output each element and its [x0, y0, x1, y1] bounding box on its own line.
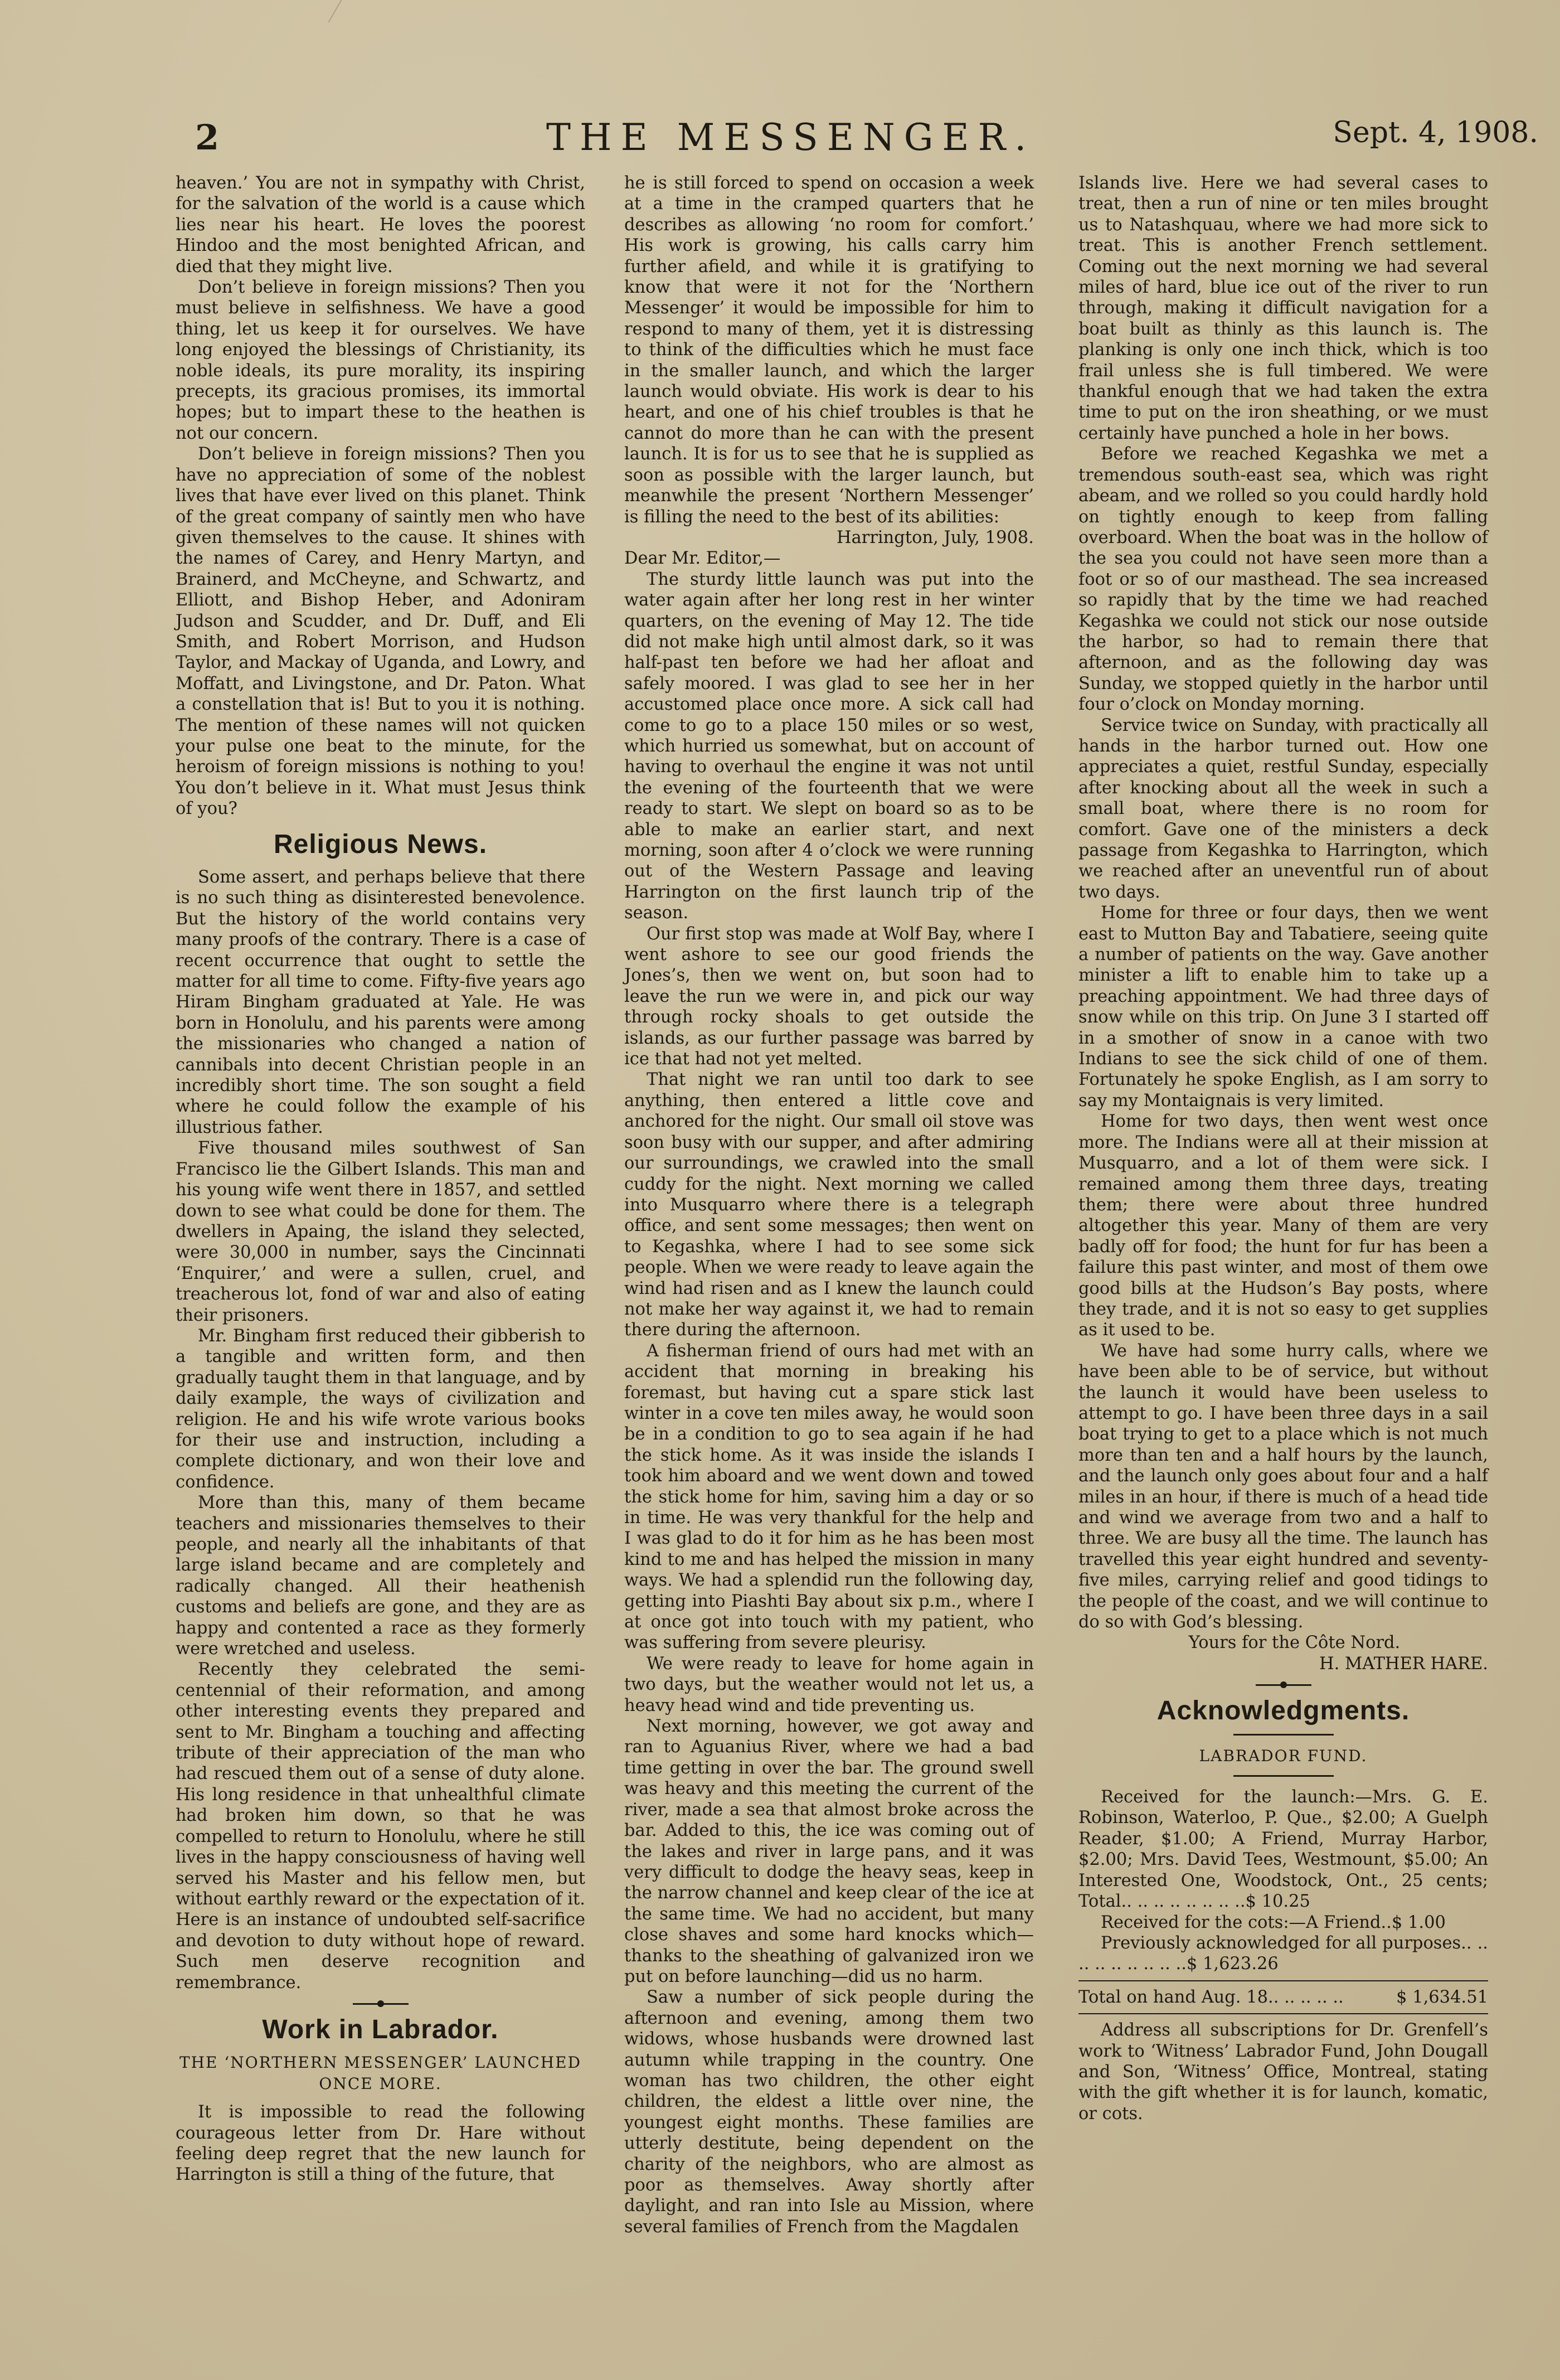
acknowledgment-entry: Previously acknowledged for all purposes.. .. .. .. .. .. .. .. ..$ 1,623.26	[1078, 1933, 1488, 1974]
issue-date: Sept. 4, 1908.	[1333, 116, 1538, 149]
paragraph: Home for three or four days, then we went east to Mutton Bay and Tabatiere, seeing quite a number of patients on the way. Gave another minister a lift to enable him to take up a preaching appointment. We had three days of snow while on this trip. On June 3 I started off in a smother of snow in a canoe with two Indians to see the sick child of one of them. Fortunately he spoke English, as I am sorry to say my Montaignais is very limited.	[1078, 903, 1488, 1111]
section-heading-acknowledgments: Acknowledgments.	[1156, 1696, 1410, 1726]
paragraph: Service twice on Sunday, with practically all hands in the harbor turned out. How one appreciates a quiet, restful Sunday, especially after knocking about all the week in such a small boat, where there is no room for comfort. Gave one of the ministers a deck passage from Kegashka to Harrington, which we reached after an uneventful run of about two days.	[1078, 715, 1488, 902]
paragraph: It is impossible to read the following courageous letter from Dr. Hare without feeling deep regret that the new launch for Harrington is still a thing of the future, that	[176, 2102, 585, 2185]
rule	[1078, 1980, 1488, 1981]
acknowledgment-entry: Received for the launch:—Mrs. G. E. Robinson, Waterloo, P. Que., $2.00; A Guelph Reader, $1.00; A Friend, Murray Harbor, $2.00; Mrs. David Tees, Westmount, $5.00; An Interested One, Woodstock, Ont., 25 cents; Total.. .. .. .. .. .. .. ..$ 10.25	[1078, 1787, 1488, 1912]
column-3	[1078, 173, 1488, 2124]
paragraph: Home for two days, then went west once more. The Indians were all at their mission at Musquarro, and a lot of them were sick. I remained among them three days, treating them; there were about three hundred altogether this year. Many of them are very badly off for food; the hunt for fur has been a failure this past winter, and most of them owe good bills at the Hudson’s Bay posts, where they trade, and it is not so easy to get supplies as it used to be.	[1078, 1112, 1488, 1340]
section-subheading: THE ‘NORTHERN MESSENGER’ LAUNCHED ONCE MORE.	[179, 2053, 582, 2093]
letter-dateline: Harrington, July, 1908.	[836, 527, 1034, 547]
newspaper-title: THE MESSENGER.	[546, 116, 1036, 159]
paper-crease	[328, 0, 358, 22]
paragraph: The sturdy little launch was put into the water again after her long rest in her winter quarters, on the evening of May 12. The tide did not make high until almost dark, so it was half-past ten before we had her afloat and safely moored. I was glad to see her in her accustomed place once more. A sick call had come to go to a place 150 miles or so west, which hurried us somewhat, but on account of having to overhaul the engine it was not until the evening of the fourteenth that we were ready to start. We slept on board so as to be able to make an earlier start, and next morning, soon after 4 o’clock we were running out of the Western Passage and leaving Harrington on the first launch trip of the season.	[624, 569, 1034, 923]
fund-total-row	[1078, 1987, 1488, 2008]
paragraph: We were ready to leave for home again in two days, but the weather would not let us, a heavy head wind and tide preventing us.	[624, 1654, 1034, 1715]
paragraph: Five thousand miles southwest of San Francisco lie the Gilbert Islands. This man and his young wife went there in 1857, and settled down to see what could be done for them. The dwellers in Apaing, the island they selected, were 30,000 in number, says the Cincinnati ‘Enquirer,’ and were a sullen, cruel, and treacherous lot, fond of war and also of eating their prisoners.	[176, 1138, 585, 1325]
acknowledgment-entry: Received for the cots:—A Friend..$ 1.00	[1101, 1912, 1446, 1932]
rule	[1078, 2013, 1488, 2014]
masthead	[184, 112, 1538, 162]
letter-closing: Yours for the Côte Nord.	[1188, 1633, 1401, 1653]
rule	[1233, 1775, 1334, 1777]
column-1	[176, 173, 585, 2185]
fund-heading: LABRADOR FUND.	[1199, 1746, 1368, 1765]
paragraph: We have had some hurry calls, where we have been able to be of service, but without the launch it would have been useless to attempt to go. I have been three days in a sail boat trying to get to a place which is not much more than ten and a half hours by the launch, and the launch only goes about four and a half miles in an hour, if there is much of a head tide and wind we average from two and a half to three. We are busy all the time. The launch has travelled this year eight hundred and seventy-five miles, carrying relief and good tidings to the people of the coast, and we will continue to do so with God’s blessing.	[1078, 1341, 1488, 1632]
letter-salutation: Dear Mr. Editor,—	[624, 549, 781, 569]
paragraph: Our first stop was made at Wolf Bay, where I went ashore to see our good friends the Jones’s, then we went on, but soon had to leave the run we were in, and pick our way through rocky shoals to get outside the islands, as our further passage was barred by ice that had not yet melted.	[624, 924, 1034, 1069]
paragraph: Islands live. Here we had several cases to treat, then a run of nine or ten miles brought us to Natashquau, where we had more sick to treat. This is another French settlement. Coming out the next morning we had several miles of hard, blue ice out of the river to run through, making it difficult navigation for a boat built as thinly as this launch is. The planking is only one inch thick, which is too frail unless she is full timbered. We were thankful enough that we had taken the extra time to put on the iron sheathing, or we must certainly have punched a hole in her bows.	[1078, 173, 1488, 443]
paragraph: Recently they celebrated the semi-centennial of their reformation, and among other interesting events they prepared and sent to Mr. Bingham a touching and affecting tribute of their appreciation of the man who had rescued them out of a sense of duty alone. His long residence in that unhealthful climate had broken him down, so that he was compelled to return to Honolulu, where he still lives in the happy consciousness of having well served his Master and his fellow men, but without earthly reward or the expectation of it. Here is an instance of undoubted self-sacrifice and devotion to duty without hope of reward. Such men deserve recognition and remembrance.	[176, 1660, 585, 1993]
paragraph: heaven.’ You are not in sympathy with Christ, for the salvation of the world is a cause which lies near his heart. He loves the poorest Hindoo and the most benighted African, and died that they might live.	[176, 173, 585, 277]
paragraph: That night we ran until too dark to see anything, then entered a little cove and anchored for the night. Our small oil stove was soon busy with our supper, and after admiring our surroundings, we crawled into the small cuddy for the night. Next morning we called into Musquarro where there is a telegraph office, and sent some messages; then went on to Kegashka, where I had to see some sick people. When we were ready to leave again the wind had risen and as I knew the launch could not make her way against it, we had to remain there during the afternoon.	[624, 1070, 1034, 1340]
letter-signature: H. MATHER HARE.	[1319, 1654, 1488, 1674]
fund-total-value: $ 1,634.51	[1396, 1987, 1488, 2007]
section-heading-religious-news: Religious News.	[273, 829, 488, 859]
paragraph: Next morning, however, we got away and ran to Aguanius River, where we had a bad time getting in over the bar. The ground swell was heavy and this meeting the current of the river, made a sea that almost broke across the bar. Added to this, the ice was coming out of the lakes and river in large pans, and it was very difficult to dodge the heavy seas, keep in the narrow channel and keep clear of the ice at the same time. We had no accident, but many close shaves and some hard knocks which—thanks to the sheathing of galvanized iron we put on before launching—did us no harm.	[624, 1717, 1034, 1986]
paragraph: Don’t believe in foreign missions? Then you must believe in selfishness. We have a good thing, let us keep it for ourselves. We have long enjoyed the blessings of Christianity, its noble ideals, its pure morality, its inspiring precepts, its gracious promises, its immortal hopes; but to impart these to the heathen is not our concern.	[176, 278, 585, 443]
paragraph: More than this, many of them became teachers and missionaries themselves to their people, and nearly all the inhabitants of that large island became and are completely and radically changed. All their heathenish customs and beliefs are gone, and they are as happy and contented a race as they formerly were wretched and useless.	[176, 1493, 585, 1659]
rule	[1233, 1734, 1334, 1736]
paragraph: Don’t believe in foreign missions? Then you have no appreciation of some of the noblest lives that have ever lived on this planet. Think of the great company of saintly men who have given themselves to the cause. It shines with the names of Carey, and Henry Martyn, and Brainerd, and McCheyne, and Schwartz, and Elliott, and Bishop Heber, and Adoniram Judson and Scudder, and Dr. Duff, and Eli Smith, and Robert Morrison, and Hudson Taylor, and Mackay of Uganda, and Lowry, and Moffatt, and Livingstone, and Dr. Paton. What a constellation that is! But to you it is nothing. The mention of these names will not quicken your pulse one beat to the minute, for the heroism of foreign missions is nothing to you! You don’t believe in it. What must Jesus think of you?	[176, 444, 585, 819]
fund-total-label: Total on hand Aug. 18.. .. .. .. ..	[1078, 1987, 1344, 2007]
paragraph: Saw a number of sick people during the afternoon and evening, among them two widows, whose husbands were drowned last autumn while trapping in the country. One woman has two children, the other eight children, the eldest a little over nine, the youngest eight months. These families are utterly destitute, being dependent on the charity of the neighbors, who are almost as poor as themselves. Away shortly after daylight, and ran into Isle au Mission, where several families of French from the Magdalen	[624, 1988, 1034, 2237]
page-number: 2	[195, 117, 220, 158]
acknowledgment-footer: Address all subscriptions for Dr. Grenfell’s work to ‘Witness’ Labrador Fund, John Dougall and Son, ‘Witness’ Office, Montreal, stating with the gift whether it is for launch, komatic, or cots.	[1078, 2020, 1488, 2124]
section-divider	[1256, 1684, 1311, 1686]
paragraph: he is still forced to spend on occasion a week at a time in the cramped quarters that he describes as allowing ‘no room for comfort.’ His work is growing, his calls carry him further afield, and while it is gratifying to know that were it not for the ‘Northern Messenger’ it would be impossible for him to respond to many of them, yet it is distressing to think of the difficulties which he must face in the smaller launch, and which the larger launch would obviate. His work is dear to his heart, and one of his chief troubles is that he cannot do more than he can with the present launch. It is for us to see that he is supplied as soon as possible with the larger launch, but meanwhile the present ‘Northern Messenger’ is filling the need to the best of its abilities:	[624, 173, 1034, 527]
section-divider	[353, 2003, 409, 2005]
paragraph: Mr. Bingham first reduced their gibberish to a tangible and written form, and then gradually taught them in that language, and by daily example, the ways of civilization and religion. He and his wife wrote various books for their use and instruction, including a complete dictionary, and won their love and confidence.	[176, 1326, 585, 1492]
paragraph: Some assert, and perhaps believe that there is no such thing as disinterested benevolence. But the history of the world contains very many proofs of the contrary. There is a case of recent occurrence that ought to settle the matter for all time to come. Fifty-five years ago Hiram Bingham graduated at Yale. He was born in Honolulu, and his parents were among the missionaries who changed a nation of cannibals into decent Christian people in an incredibly short time. The son sought a field where he could follow the example of his illustrious father.	[176, 867, 585, 1137]
paragraph: A fisherman friend of ours had met with an accident that morning in breaking his foremast, but having cut a spare stick last winter in a cove ten miles away, he would soon be in a condition to go to sea again if he had the stick home. As it was inside the islands I took him aboard and we went down and towed the stick home for him, saving him a day or so in time. He was very thankful for the help and I was glad to do it for him as he has been most kind to me and has helped the mission in many ways. We had a splendid run the following day, getting into Piashti Bay about six p.m., where I at once got into touch with my patient, who was suffering from severe pleurisy.	[624, 1341, 1034, 1653]
column-2	[624, 173, 1034, 2237]
section-heading-work-in-labrador: Work in Labrador.	[262, 2014, 499, 2044]
paragraph: Before we reached Kegashka we met a tremendous south-east sea, which was right abeam, and we rolled so you could hardly hold on tightly enough to keep from falling overboard. When the boat was in the hollow of the sea you could not have seen more than a foot or so of our masthead. The sea increased so rapidly that by the time we had reached Kegashka we could not stick our nose outside the harbor, so had to remain there that afternoon, and as the following day was Sunday, we stopped quietly in the harbor until four o’clock on Monday morning.	[1078, 444, 1488, 715]
